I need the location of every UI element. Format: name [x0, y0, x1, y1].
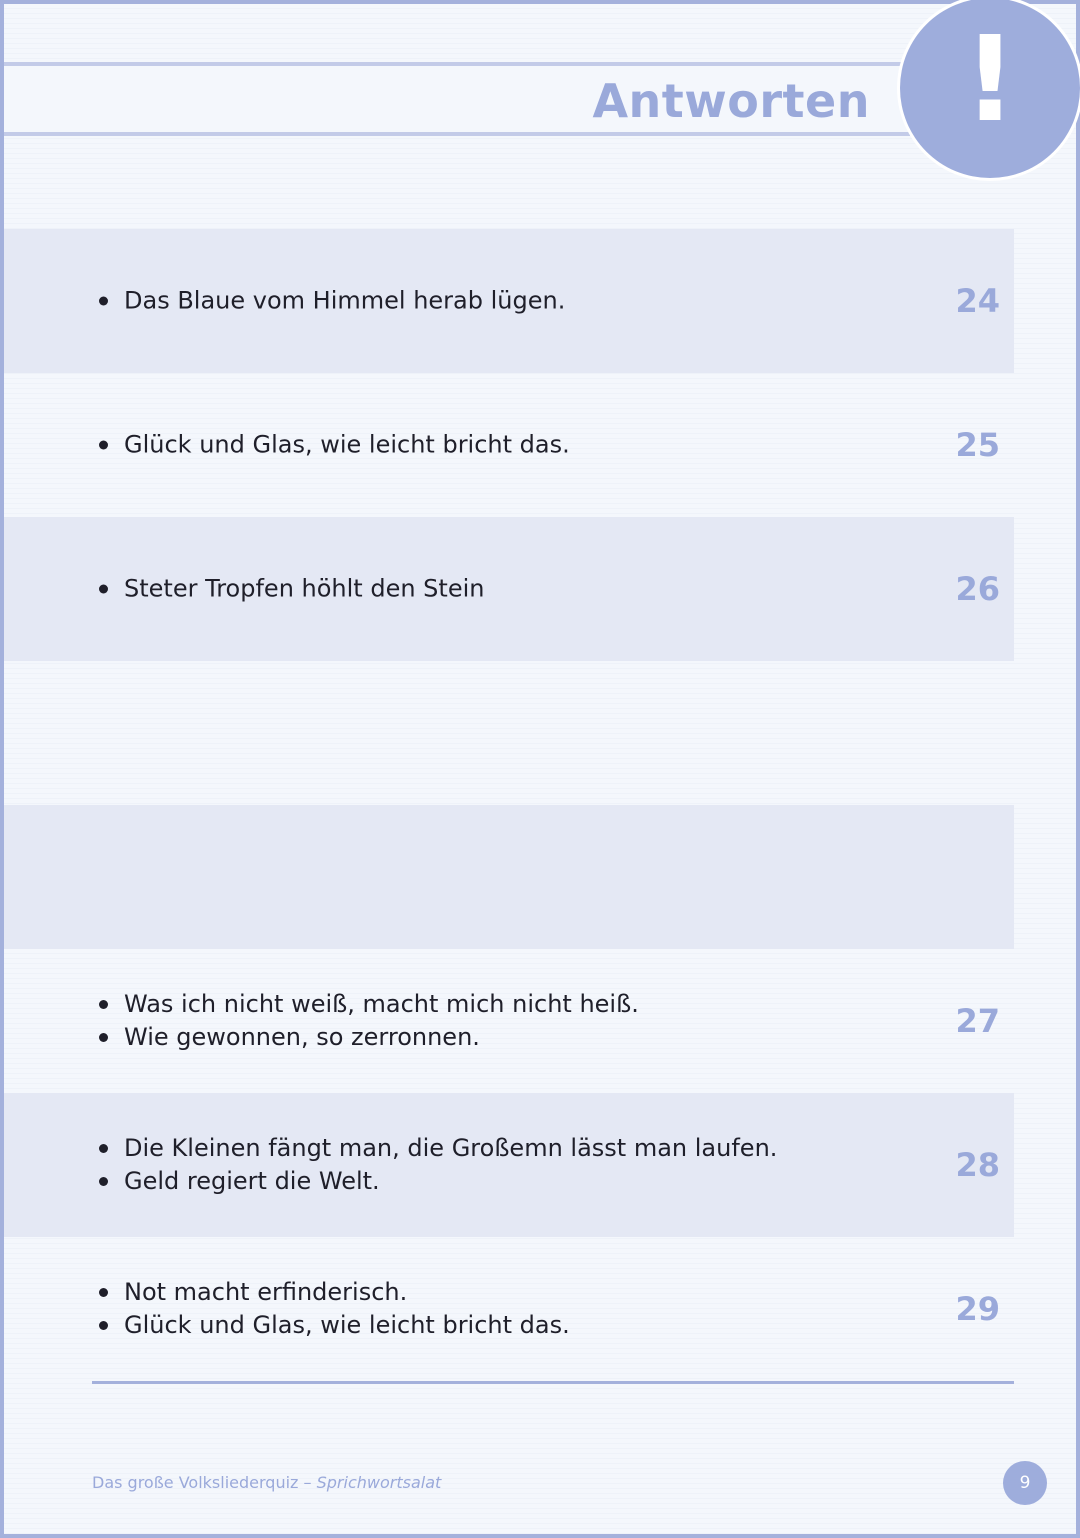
answer-item: Das Blaue vom Himmel herab lügen.: [99, 285, 565, 318]
divider: [92, 1381, 1014, 1384]
page-title: Antworten: [592, 74, 870, 128]
footer-subtitle: Sprichwortsalat: [316, 1473, 442, 1492]
empty-band: [4, 805, 1014, 949]
answer-item: Glück und Glas, wie leicht bricht das.: [99, 1309, 570, 1342]
answer-item: Geld regiert die Welt.: [99, 1165, 777, 1198]
answer-number: 24: [955, 282, 1000, 320]
footer-title: [92, 1473, 441, 1492]
answer-item: Die Kleinen fängt man, die Großemn lässt man laufen.: [99, 1132, 777, 1165]
answer-number: 29: [955, 1290, 1000, 1328]
answer-list: [99, 285, 565, 318]
answer-item: Not macht erfinderisch.: [99, 1276, 570, 1309]
answer-item: Steter Tropfen höhlt den Stein: [99, 573, 484, 606]
answer-list: [99, 1132, 777, 1198]
answer-list: [99, 429, 570, 462]
answer-row: [4, 1093, 1014, 1237]
answer-number: 25: [955, 426, 1000, 464]
answer-item: Glück und Glas, wie leicht bricht das.: [99, 429, 570, 462]
answer-row: [4, 373, 1014, 517]
answer-number: 27: [955, 1002, 1000, 1040]
answer-list: [99, 988, 639, 1054]
footer-book-title: Das große Volksliederquiz: [92, 1473, 299, 1492]
answer-row: [4, 517, 1014, 661]
answer-item: Was ich nicht weiß, macht mich nicht heiß.: [99, 988, 639, 1021]
page-number: 9: [1003, 1461, 1047, 1505]
answer-row: [4, 949, 1014, 1093]
answer-row: [4, 229, 1014, 373]
answer-list: [99, 1276, 570, 1342]
answer-list: [99, 573, 484, 606]
answer-number: 28: [955, 1146, 1000, 1184]
answer-item: Wie gewonnen, so zerronnen.: [99, 1021, 639, 1054]
footer-separator: –: [298, 1473, 317, 1492]
exclamation-icon: !: [963, 10, 1017, 148]
answer-row: [4, 1237, 1014, 1381]
exclamation-badge: [900, 0, 1080, 178]
answer-number: 26: [955, 570, 1000, 608]
